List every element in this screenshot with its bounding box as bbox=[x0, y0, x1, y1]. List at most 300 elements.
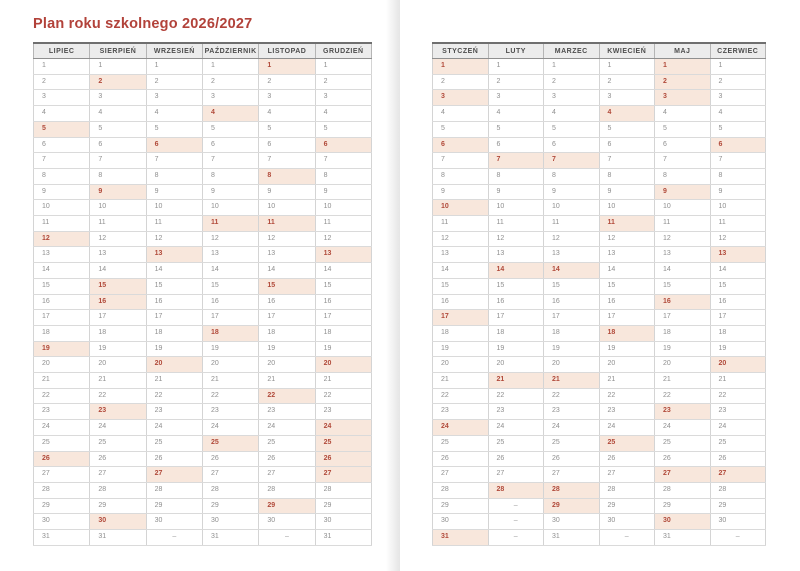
day-cell: 12 bbox=[90, 231, 146, 247]
day-cell: 8 bbox=[433, 168, 489, 184]
day-cell: 10 bbox=[34, 200, 90, 216]
day-cell: 23 bbox=[433, 404, 489, 420]
day-row-16 bbox=[34, 294, 372, 310]
day-cell: 16 bbox=[655, 294, 711, 310]
day-row-4 bbox=[34, 106, 372, 122]
day-cell: 10 bbox=[544, 200, 600, 216]
day-cell: 24 bbox=[146, 420, 202, 436]
day-cell: 4 bbox=[34, 106, 90, 122]
day-row-22 bbox=[433, 388, 766, 404]
day-row-31 bbox=[433, 530, 766, 546]
day-row-2 bbox=[433, 74, 766, 90]
day-cell: 9 bbox=[259, 184, 315, 200]
day-cell: 14 bbox=[146, 263, 202, 279]
day-row-21 bbox=[34, 373, 372, 389]
day-cell: 6 bbox=[315, 137, 371, 153]
day-row-13 bbox=[34, 247, 372, 263]
day-cell: 31 bbox=[655, 530, 711, 546]
day-cell: 11 bbox=[544, 216, 600, 232]
calendar-header-left bbox=[34, 43, 372, 59]
day-cell: 2 bbox=[259, 74, 315, 90]
day-cell: 21 bbox=[655, 373, 711, 389]
calendar-body-left bbox=[34, 59, 372, 546]
day-cell: 18 bbox=[315, 325, 371, 341]
day-cell: 24 bbox=[544, 420, 600, 436]
day-cell: 23 bbox=[90, 404, 146, 420]
day-cell: 27 bbox=[655, 467, 711, 483]
day-cell: 2 bbox=[315, 74, 371, 90]
day-cell: 19 bbox=[544, 341, 600, 357]
day-cell: 4 bbox=[146, 106, 202, 122]
day-cell: 19 bbox=[315, 341, 371, 357]
day-cell: 6 bbox=[259, 137, 315, 153]
day-cell: 29 bbox=[433, 498, 489, 514]
day-row-28 bbox=[433, 482, 766, 498]
day-cell: 25 bbox=[315, 435, 371, 451]
day-cell: 8 bbox=[710, 168, 766, 184]
day-cell: 17 bbox=[599, 310, 655, 326]
day-cell: 29 bbox=[90, 498, 146, 514]
day-cell: 7 bbox=[488, 153, 544, 169]
day-cell: 20 bbox=[202, 357, 258, 373]
day-cell: 8 bbox=[599, 168, 655, 184]
day-cell: 3 bbox=[599, 90, 655, 106]
day-cell: 12 bbox=[202, 231, 258, 247]
empty-day-cell: – bbox=[488, 530, 544, 546]
day-cell: 15 bbox=[544, 278, 600, 294]
day-cell: 20 bbox=[488, 357, 544, 373]
day-cell: 22 bbox=[315, 388, 371, 404]
day-cell: 15 bbox=[259, 278, 315, 294]
day-cell: 14 bbox=[315, 263, 371, 279]
day-cell: 18 bbox=[655, 325, 711, 341]
day-cell: 22 bbox=[544, 388, 600, 404]
day-cell: 22 bbox=[488, 388, 544, 404]
day-cell: 10 bbox=[259, 200, 315, 216]
day-cell: 29 bbox=[655, 498, 711, 514]
day-cell: 28 bbox=[90, 482, 146, 498]
day-cell: 22 bbox=[433, 388, 489, 404]
day-cell: 10 bbox=[433, 200, 489, 216]
day-cell: 7 bbox=[146, 153, 202, 169]
day-cell: 20 bbox=[599, 357, 655, 373]
day-cell: 15 bbox=[488, 278, 544, 294]
day-cell: 6 bbox=[655, 137, 711, 153]
day-cell: 10 bbox=[146, 200, 202, 216]
month-header-row bbox=[433, 43, 766, 59]
day-cell: 8 bbox=[202, 168, 258, 184]
day-cell: 30 bbox=[599, 514, 655, 530]
day-cell: 7 bbox=[710, 153, 766, 169]
day-row-30 bbox=[433, 514, 766, 530]
day-cell: 29 bbox=[259, 498, 315, 514]
day-cell: 29 bbox=[34, 498, 90, 514]
day-cell: 30 bbox=[544, 514, 600, 530]
day-cell: 18 bbox=[202, 325, 258, 341]
day-row-29 bbox=[433, 498, 766, 514]
day-cell: 5 bbox=[599, 121, 655, 137]
day-cell: 6 bbox=[433, 137, 489, 153]
day-row-27 bbox=[34, 467, 372, 483]
empty-day-cell: – bbox=[710, 530, 766, 546]
right-page bbox=[400, 0, 800, 571]
day-cell: 31 bbox=[90, 530, 146, 546]
day-cell: 13 bbox=[655, 247, 711, 263]
day-cell: 22 bbox=[146, 388, 202, 404]
day-cell: 17 bbox=[655, 310, 711, 326]
day-cell: 17 bbox=[146, 310, 202, 326]
day-cell: 18 bbox=[90, 325, 146, 341]
day-cell: 30 bbox=[710, 514, 766, 530]
day-cell: 14 bbox=[599, 263, 655, 279]
day-cell: 25 bbox=[599, 435, 655, 451]
day-cell: 26 bbox=[202, 451, 258, 467]
day-cell: 8 bbox=[655, 168, 711, 184]
day-cell: 30 bbox=[433, 514, 489, 530]
day-cell: 11 bbox=[710, 216, 766, 232]
day-cell: 21 bbox=[259, 373, 315, 389]
day-row-27 bbox=[433, 467, 766, 483]
day-cell: 23 bbox=[259, 404, 315, 420]
day-cell: 18 bbox=[433, 325, 489, 341]
day-cell: 24 bbox=[710, 420, 766, 436]
day-row-3 bbox=[433, 90, 766, 106]
day-cell: 27 bbox=[259, 467, 315, 483]
empty-day-cell: – bbox=[259, 530, 315, 546]
day-cell: 4 bbox=[599, 106, 655, 122]
day-row-2 bbox=[34, 74, 372, 90]
day-cell: 30 bbox=[315, 514, 371, 530]
day-cell: 16 bbox=[599, 294, 655, 310]
day-row-9 bbox=[433, 184, 766, 200]
day-cell: 13 bbox=[34, 247, 90, 263]
day-cell: 18 bbox=[710, 325, 766, 341]
day-cell: 9 bbox=[146, 184, 202, 200]
month-header: PAŹDZIERNIK bbox=[202, 43, 258, 59]
day-cell: 2 bbox=[146, 74, 202, 90]
day-cell: 21 bbox=[90, 373, 146, 389]
day-cell: 15 bbox=[34, 278, 90, 294]
day-cell: 10 bbox=[315, 200, 371, 216]
day-cell: 10 bbox=[710, 200, 766, 216]
day-cell: 20 bbox=[259, 357, 315, 373]
day-cell: 8 bbox=[90, 168, 146, 184]
day-cell: 15 bbox=[315, 278, 371, 294]
day-row-23 bbox=[433, 404, 766, 420]
day-cell: 7 bbox=[655, 153, 711, 169]
day-cell: 2 bbox=[90, 74, 146, 90]
day-row-17 bbox=[34, 310, 372, 326]
day-cell: 26 bbox=[710, 451, 766, 467]
day-cell: 28 bbox=[655, 482, 711, 498]
month-header: MARZEC bbox=[544, 43, 600, 59]
day-cell: 14 bbox=[433, 263, 489, 279]
day-cell: 7 bbox=[34, 153, 90, 169]
day-cell: 14 bbox=[544, 263, 600, 279]
day-cell: 4 bbox=[259, 106, 315, 122]
day-cell: 22 bbox=[90, 388, 146, 404]
day-cell: 23 bbox=[488, 404, 544, 420]
day-cell: 28 bbox=[710, 482, 766, 498]
day-cell: 19 bbox=[34, 341, 90, 357]
month-header: LISTOPAD bbox=[259, 43, 315, 59]
day-cell: 14 bbox=[202, 263, 258, 279]
day-cell: 26 bbox=[599, 451, 655, 467]
day-cell: 9 bbox=[488, 184, 544, 200]
day-row-12 bbox=[34, 231, 372, 247]
day-cell: 27 bbox=[710, 467, 766, 483]
day-cell: 6 bbox=[599, 137, 655, 153]
day-cell: 27 bbox=[433, 467, 489, 483]
day-cell: 14 bbox=[259, 263, 315, 279]
day-cell: 21 bbox=[315, 373, 371, 389]
day-cell: 3 bbox=[433, 90, 489, 106]
day-cell: 13 bbox=[315, 247, 371, 263]
day-row-21 bbox=[433, 373, 766, 389]
day-cell: 26 bbox=[544, 451, 600, 467]
day-cell: 12 bbox=[259, 231, 315, 247]
day-cell: 24 bbox=[433, 420, 489, 436]
day-cell: 21 bbox=[710, 373, 766, 389]
day-cell: 25 bbox=[433, 435, 489, 451]
day-cell: 29 bbox=[710, 498, 766, 514]
day-row-26 bbox=[433, 451, 766, 467]
day-cell: 17 bbox=[259, 310, 315, 326]
day-cell: 18 bbox=[599, 325, 655, 341]
day-cell: 21 bbox=[599, 373, 655, 389]
day-row-14 bbox=[433, 263, 766, 279]
day-cell: 23 bbox=[146, 404, 202, 420]
day-cell: 1 bbox=[34, 59, 90, 75]
day-cell: 5 bbox=[259, 121, 315, 137]
day-cell: 5 bbox=[202, 121, 258, 137]
day-row-1 bbox=[433, 59, 766, 75]
day-cell: 25 bbox=[34, 435, 90, 451]
day-cell: 8 bbox=[488, 168, 544, 184]
day-cell: 12 bbox=[34, 231, 90, 247]
day-cell: 13 bbox=[90, 247, 146, 263]
day-row-16 bbox=[433, 294, 766, 310]
day-row-30 bbox=[34, 514, 372, 530]
day-cell: 26 bbox=[146, 451, 202, 467]
day-cell: 28 bbox=[146, 482, 202, 498]
day-cell: 20 bbox=[146, 357, 202, 373]
day-cell: 13 bbox=[259, 247, 315, 263]
day-row-6 bbox=[433, 137, 766, 153]
day-cell: 9 bbox=[544, 184, 600, 200]
day-cell: 11 bbox=[433, 216, 489, 232]
day-cell: 17 bbox=[90, 310, 146, 326]
day-cell: 21 bbox=[34, 373, 90, 389]
day-cell: 20 bbox=[315, 357, 371, 373]
day-cell: 19 bbox=[90, 341, 146, 357]
day-cell: 7 bbox=[599, 153, 655, 169]
day-cell: 30 bbox=[34, 514, 90, 530]
day-cell: 6 bbox=[544, 137, 600, 153]
day-cell: 21 bbox=[202, 373, 258, 389]
day-cell: 16 bbox=[315, 294, 371, 310]
month-header: SIERPIEŃ bbox=[90, 43, 146, 59]
day-cell: 2 bbox=[544, 74, 600, 90]
day-row-10 bbox=[34, 200, 372, 216]
day-cell: 15 bbox=[433, 278, 489, 294]
day-row-13 bbox=[433, 247, 766, 263]
day-cell: 29 bbox=[599, 498, 655, 514]
day-cell: 1 bbox=[315, 59, 371, 75]
day-cell: 11 bbox=[202, 216, 258, 232]
day-cell: 23 bbox=[202, 404, 258, 420]
day-cell: 12 bbox=[488, 231, 544, 247]
day-cell: 27 bbox=[544, 467, 600, 483]
day-cell: 19 bbox=[146, 341, 202, 357]
day-cell: 19 bbox=[259, 341, 315, 357]
day-cell: 25 bbox=[90, 435, 146, 451]
day-cell: 17 bbox=[202, 310, 258, 326]
day-cell: 13 bbox=[488, 247, 544, 263]
day-cell: 19 bbox=[655, 341, 711, 357]
day-cell: 16 bbox=[710, 294, 766, 310]
day-cell: 2 bbox=[488, 74, 544, 90]
day-cell: 9 bbox=[90, 184, 146, 200]
day-cell: 3 bbox=[146, 90, 202, 106]
month-header: GRUDZIEŃ bbox=[315, 43, 371, 59]
day-cell: 26 bbox=[315, 451, 371, 467]
day-cell: 8 bbox=[34, 168, 90, 184]
day-cell: 24 bbox=[655, 420, 711, 436]
day-cell: 29 bbox=[544, 498, 600, 514]
day-cell: 2 bbox=[655, 74, 711, 90]
day-cell: 22 bbox=[259, 388, 315, 404]
day-cell: 2 bbox=[710, 74, 766, 90]
day-cell: 3 bbox=[315, 90, 371, 106]
day-cell: 5 bbox=[146, 121, 202, 137]
day-cell: 16 bbox=[146, 294, 202, 310]
day-cell: 27 bbox=[488, 467, 544, 483]
day-cell: 19 bbox=[488, 341, 544, 357]
empty-day-cell: – bbox=[599, 530, 655, 546]
day-cell: 10 bbox=[90, 200, 146, 216]
day-cell: 3 bbox=[34, 90, 90, 106]
day-row-18 bbox=[34, 325, 372, 341]
day-row-4 bbox=[433, 106, 766, 122]
day-cell: 18 bbox=[488, 325, 544, 341]
calendar-body-right bbox=[433, 59, 766, 546]
day-cell: 16 bbox=[488, 294, 544, 310]
day-row-29 bbox=[34, 498, 372, 514]
empty-day-cell: – bbox=[146, 530, 202, 546]
day-cell: 30 bbox=[90, 514, 146, 530]
day-row-3 bbox=[34, 90, 372, 106]
day-cell: 4 bbox=[488, 106, 544, 122]
day-row-19 bbox=[34, 341, 372, 357]
day-cell: 6 bbox=[488, 137, 544, 153]
day-row-25 bbox=[433, 435, 766, 451]
day-row-8 bbox=[433, 168, 766, 184]
day-cell: 21 bbox=[544, 373, 600, 389]
day-cell: 13 bbox=[202, 247, 258, 263]
day-row-26 bbox=[34, 451, 372, 467]
day-row-11 bbox=[433, 216, 766, 232]
day-cell: 9 bbox=[34, 184, 90, 200]
day-cell: 13 bbox=[544, 247, 600, 263]
day-cell: 26 bbox=[90, 451, 146, 467]
day-cell: 19 bbox=[433, 341, 489, 357]
day-cell: 11 bbox=[146, 216, 202, 232]
day-cell: 11 bbox=[655, 216, 711, 232]
day-cell: 27 bbox=[202, 467, 258, 483]
month-header: STYCZEŃ bbox=[433, 43, 489, 59]
day-cell: 22 bbox=[202, 388, 258, 404]
day-row-20 bbox=[433, 357, 766, 373]
day-row-18 bbox=[433, 325, 766, 341]
day-cell: 3 bbox=[488, 90, 544, 106]
day-cell: 20 bbox=[710, 357, 766, 373]
day-cell: 4 bbox=[202, 106, 258, 122]
day-cell: 9 bbox=[655, 184, 711, 200]
day-cell: 26 bbox=[488, 451, 544, 467]
day-cell: 23 bbox=[544, 404, 600, 420]
day-cell: 9 bbox=[599, 184, 655, 200]
day-cell: 29 bbox=[202, 498, 258, 514]
month-header: KWIECIEŃ bbox=[599, 43, 655, 59]
day-cell: 22 bbox=[710, 388, 766, 404]
day-cell: 22 bbox=[655, 388, 711, 404]
day-cell: 21 bbox=[488, 373, 544, 389]
day-cell: 26 bbox=[655, 451, 711, 467]
day-cell: 16 bbox=[259, 294, 315, 310]
day-cell: 2 bbox=[34, 74, 90, 90]
day-cell: 20 bbox=[544, 357, 600, 373]
day-cell: 27 bbox=[599, 467, 655, 483]
day-cell: 21 bbox=[146, 373, 202, 389]
day-cell: 1 bbox=[655, 59, 711, 75]
month-header: MAJ bbox=[655, 43, 711, 59]
day-cell: 25 bbox=[710, 435, 766, 451]
day-cell: 11 bbox=[259, 216, 315, 232]
day-cell: 5 bbox=[488, 121, 544, 137]
day-cell: 13 bbox=[146, 247, 202, 263]
day-cell: 25 bbox=[202, 435, 258, 451]
day-cell: 2 bbox=[433, 74, 489, 90]
day-cell: 5 bbox=[315, 121, 371, 137]
day-cell: 5 bbox=[433, 121, 489, 137]
day-cell: 3 bbox=[710, 90, 766, 106]
day-row-14 bbox=[34, 263, 372, 279]
day-cell: 19 bbox=[599, 341, 655, 357]
day-cell: 1 bbox=[146, 59, 202, 75]
month-header: LUTY bbox=[488, 43, 544, 59]
day-row-11 bbox=[34, 216, 372, 232]
day-cell: 24 bbox=[599, 420, 655, 436]
day-cell: 25 bbox=[488, 435, 544, 451]
empty-day-cell: – bbox=[488, 514, 544, 530]
day-cell: 12 bbox=[655, 231, 711, 247]
day-row-10 bbox=[433, 200, 766, 216]
day-cell: 17 bbox=[315, 310, 371, 326]
day-cell: 11 bbox=[90, 216, 146, 232]
day-cell: 31 bbox=[34, 530, 90, 546]
day-cell: 4 bbox=[315, 106, 371, 122]
month-header: CZERWIEC bbox=[710, 43, 766, 59]
day-cell: 8 bbox=[259, 168, 315, 184]
day-cell: 30 bbox=[259, 514, 315, 530]
day-cell: 18 bbox=[146, 325, 202, 341]
day-cell: 31 bbox=[202, 530, 258, 546]
day-cell: 23 bbox=[34, 404, 90, 420]
day-cell: 1 bbox=[488, 59, 544, 75]
day-cell: 28 bbox=[433, 482, 489, 498]
day-cell: 11 bbox=[34, 216, 90, 232]
